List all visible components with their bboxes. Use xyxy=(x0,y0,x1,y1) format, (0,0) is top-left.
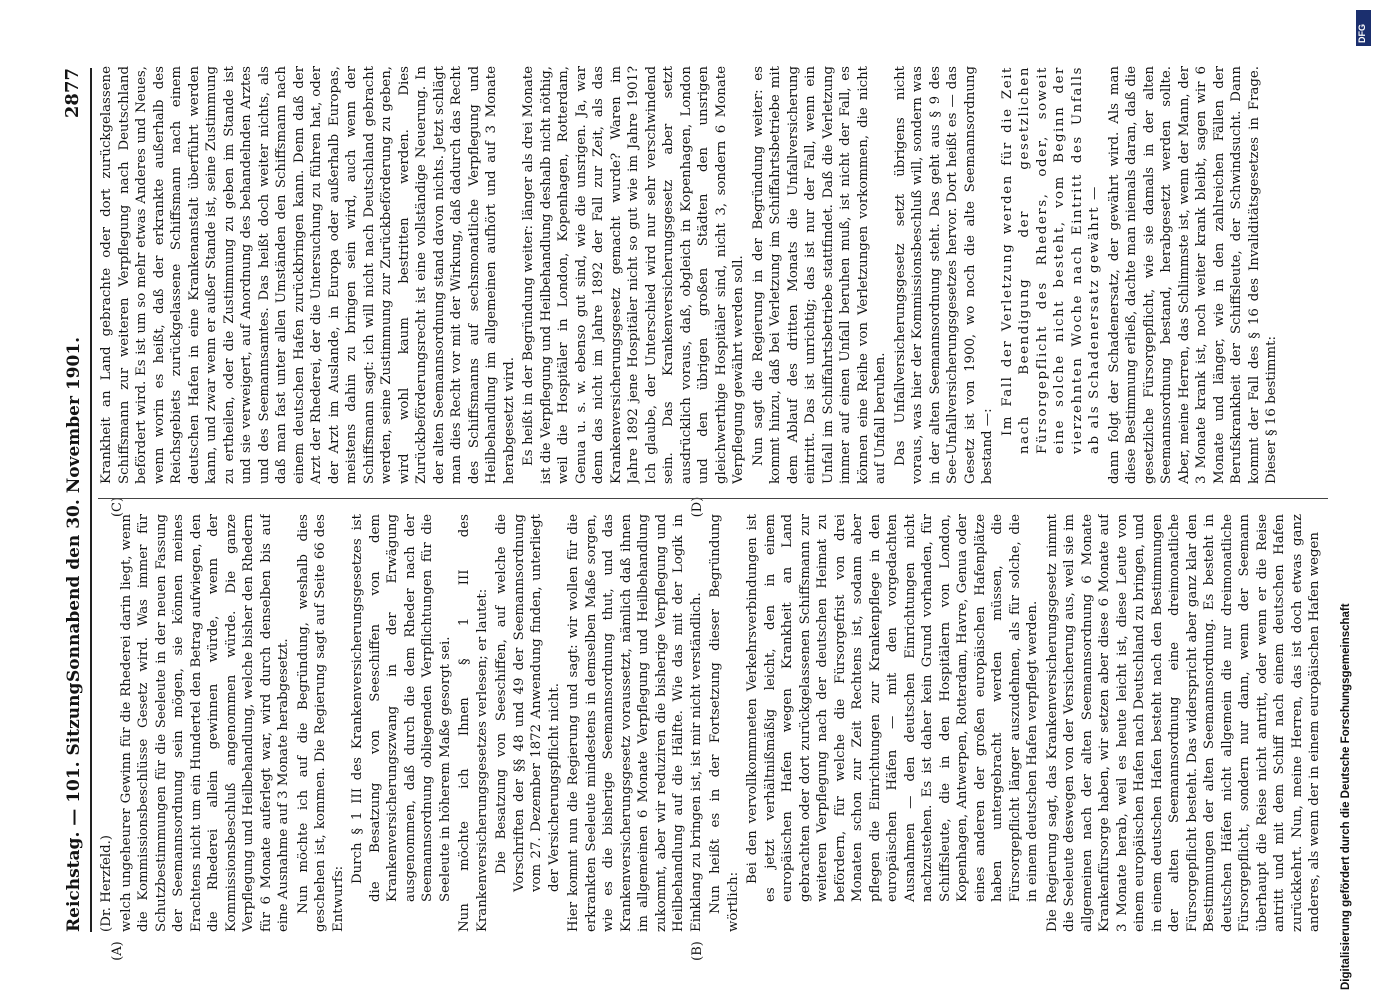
paragraph: Nun sagt die Regierung in der Begründung weiter: es kommt hinzu, daß bei Verletzung im Schiffahrtsbetriebe mit dem Ablauf des dritten Monats die Unfallversicherung eintritt. Das ist unrichtig; das ist nur der Fall, wenn ein Unfall im Schiffahrtsbetriebe stattfindet. Daß die Verletzung immer auf einen Unfall beruhen muß, ist nicht der Fall, es können eine Reihe von Verletzungen vorkommen, die nicht auf Unfall beruhen. xyxy=(750,66,888,484)
paragraph: Krankheit an Land gebrachte oder dort zurückgelassene Schiffsmann zur weiteren Verpflegung nach Deutschland befördert wird. Es ist um so mehr etwas Anderes und Neues, wenn worin es heißt, daß der erkrankte außerhalb des Reichsgebiets zurückgelassene Schiffsmann nach einem deutschen Hafen in eine Krankenanstalt überführt werden kann, und zwar wenn er außer Stande ist, seine Zustimmung zu ertheilen, oder die Zustimmung zu geben im Stande ist und sie verweigert, auf Anordnung des behandelnden Arztes und des Seemannsamtes. Das heißt doch weiter nichts, als daß man fast unter allen Umständen den Schiffsmann nach einem deutschen Hafen zurückbringen kann. Denn daß der Arzt der Rhederei, der die Untersuchung zu führen hat, oder der Arzt im Auslande, in Europa oder außerhalb Europas, meistens dahin zu bringen sein wird, auch wenn der Schiffsmann sagt: ich will nicht nach Deutschland gebracht werden, seine Zustimmung zur Zurückbeförderung zu geben, wird wohl kaum bestritten werden. Dies Zurückbeförderungsrecht ist eine vollständige Neuerung. In der alten Seemannsordnung stand davon nichts. Jetzt schlägt man dies Recht vor mit der Wirkung, daß dadurch das Recht des Schiffsmanns auf sechsmonatliche Verpflegung und Heilbehandlung im allgemeinen aufhört und auf 3 Monate herabgesetzt wird. xyxy=(99,66,517,484)
margin-mark-c: (C) xyxy=(110,496,125,518)
margin-mark-a: (A) xyxy=(110,941,125,961)
header-date: Sonnabend den 30. November 1901. xyxy=(64,336,84,682)
quotation: Durch § 1 III des Krankenversicherungsgesetzes ist die Besatzung von Seeschiffen von dem Krankenversicherungszwang in der Erwägung ausgenommen, daß durch die dem Rheder nach der Seemannsordnung obliegenden Verpflichtungen für die Seeleute in höherem Maße gesorgt sei. xyxy=(350,514,453,902)
paragraph: Die Regierung sagt, das Krankenversicherungsgesetz nimmt die Seeleute deswegen von der Versicherung aus, weil sie im allgemeinen nach der alten Seemannsordnung 6 Monate Krankenfürsorge haben, wir setzen aber diese 6 Monate auf 3 Monate herab, weil es heute leicht ist, diese Leute von einem europäischen Hafen nach Deutschland zu bringen, und in einem deutschen Hafen besteht nach den Bestimmungen der alten Seemannsordnung eine dreimonatliche Fürsorgepflicht besteht. Das widerspricht aber ganz klar den Bestimmungen der alten Seemannsordnung. Es besteht in deutschen Häfen nicht allgemein die nur dreimonatliche Fürsorgepflicht, sondern nur dann, wenn der Seemann überhaupt die Reise nicht antritt, oder wenn er die Reise antritt und mit dem Schiff nach einem deutschen Hafen zurückkehrt. Nun, meine Herren, das ist doch etwas ganz anderes, als wenn der in einem europäischen Hafen wegen xyxy=(1044,514,1322,932)
margin-mark-b: (B) xyxy=(690,941,705,961)
paragraph: Hier kommt nun die Regierung und sagt: wir wollen für die erkrankten Seeleute mindestens in demselben Maße sorgen, wie es die bisherige Seemannsordnung thut, und das Krankenversicherungsgesetz voraussetzt, nämlich daß ihnen im allgemeinen 6 Monate Verpflegung und Heilbehandlung zukommt, aber wir reduziren die bisherige Verpflegung und Heilbehandlung auf die Hälfte. Wie das mit der Logik in Einklang zu bringen ist, ist mir nicht verständlich. xyxy=(566,514,704,932)
dfg-logo-label: DFG xyxy=(1357,24,1367,43)
paragraph: Nun möchte ich auf die Begründung, weshalb dies geschehen ist, kommen. Die Regierung sagt auf Seite 66 des Entwurfs: xyxy=(295,514,346,932)
dfg-logo xyxy=(1356,10,1371,46)
page-header xyxy=(60,68,92,932)
quotation: Die Besatzung von Seeschiffen, auf welche die Vorschriften der §§ 48 und 49 der Seemannsordnung vom 27. Dezember 1872 Anwendung finden, unterliegt der Versicherungspflicht nicht. xyxy=(494,514,562,892)
paragraph: dann folgt der Schadenersatz, der gewährt wird. Als man diese Bestimmung erließ, dachte man niemals daran, daß die gesetzliche Fürsorgepflicht, wie sie damals in der alten Seemannsordnung bestand, herabgesetzt werden sollte. Aber, meine Herren, das Schlimmste ist, wenn der Mann, der 3 Monate krank ist, noch weiter krank bleibt, sagen wir 6 Monate und länger, wie in den zahlreichen Fällen der Berufskrankheit der Schiffsleute, der Schwindsucht. Dann kommt der Fall des § 16 des Invaliditätsgesetzes in Frage. Dieser § 16 bestimmt: xyxy=(1106,66,1279,484)
quotation: Im Fall der Verletzung werden für die Zeit nach Beendigung der gesetzlichen Fürsorgepflicht des Rheders, oder, soweit eine solche nicht besteht, vom Beginn der vierzehnten Woche nach Eintritt des Unfalls ab als Schadenersatz gewährt — xyxy=(999,66,1102,454)
paragraph: Nun möchte ich Ihnen § 1 III des Krankenversicherungsgesetzes verlesen; er lautet: xyxy=(457,514,490,932)
speaker-tag: (Dr. Herzfeld.) xyxy=(99,835,114,932)
right-column xyxy=(98,66,1328,484)
paragraph: Nun heißt es in der Fortsetzung dieser Begründung wörtlich: xyxy=(708,514,741,932)
quotation: Bei den vervollkommneten Verkehrsverbindungen ist es jetzt verhältnißmäßig leicht, den in einem europäischen Hafen wegen Krankheit an Land gebrachten oder dort zurückgelassenen Schiffsmann zur weiteren Verpflegung nach der deutschen Heimat zu befördern, für welche die Fürsorgefrist von drei Monaten schon zur Zeit Rechtens ist, sodann aber pflegen die Einrichtungen zur Krankenpflege in den europäischen Häfen — mit den vorgedachten Ausnahmen — den deutschen Einrichtungen nicht nachzustehen. Es ist daher kein Grund vorhanden, für Schiffsleute, die in den Hospitälern von London, Kopenhagen, Antwerpen, Rotterdam, Havre, Genua oder eines anderen der großen europäischen Hafenplätze haben untergebracht werden müssen, die Fürsorgepflicht länger auszudehnen, als für solche, die in einem deutschen Hafen verpflegt werden. xyxy=(745,514,1040,902)
paragraph: Das Unfallversicherungsgesetz setzt übrigens nicht voraus, was hier der Kommissionsbeschluß will, sondern was in der alten Seemannsordnung steht. Das geht aus § 9 des See-Unfallversicherungsgesetzes hervor. Dort heißt es — das Gesetz ist von 1900, wo noch die alte Seemannsordnung bestand —: xyxy=(892,66,995,484)
digitization-credit: Digitalisierung gefördert durch die Deutsche Forschungsgemeinschaft xyxy=(1340,603,1352,990)
margin-mark-d: (D) xyxy=(690,496,705,518)
paragraph: welch ungeheurer Gewinn für die Rhederei darin liegt, wenn die Kommissionsbeschlüsse Gesetz wird. Was immer für Schutzbestimmungen für die Seeleute in der neuen Fassung der Seemannsordnung sein mögen, sie können meines Erachtens nicht um ein Hundertel den Betrag aufwiegen, den die Rhederei allein gewinnen würde, wenn der Kommissionsbeschluß angenommen würde. Die ganze Verpflegung und Heilbehandlung, welche bisher den Rhedern für 6 Monate auferlegt war, wird durch denselben bis auf eine Ausnahme auf 3 Monate herabgesetzt. xyxy=(118,514,291,932)
page-number: 2877 xyxy=(62,68,83,119)
left-column xyxy=(98,514,1328,932)
column-divider xyxy=(98,498,1328,499)
rotated-document-page xyxy=(50,50,1340,961)
header-session: Reichstag. — 101. Sitzung. xyxy=(64,676,84,932)
paragraph: Es heißt in der Begründung weiter: länger als drei Monate ist die Verpflegung und Heilbehandlung deshalb nicht nöthig, weil die Hospitäler in London, Kopenhagen, Rotterdam, Genua u. s. w. ebenso gut sind, wie die unsrigen. Ja, war denn das nicht im Jahre 1892 der Fall zur Zeit, als das Krankenversicherungsgesetz gemacht wurde? Waren im Jahre 1892 jene Hospitäler nicht so gut wie im Jahre 1901? Ich glaube, der Unterschied wird nur sehr verschwindend sein. Das Krankenversicherungsgesetz aber setzt ausdrücklich voraus, daß, obgleich in Kopenhagen, London und den übrigen großen Städten den unsrigen gleichwerthige Hospitäler sind, nicht 3, sondern 6 Monate Verpflegung gewährt werden soll. xyxy=(521,66,746,484)
